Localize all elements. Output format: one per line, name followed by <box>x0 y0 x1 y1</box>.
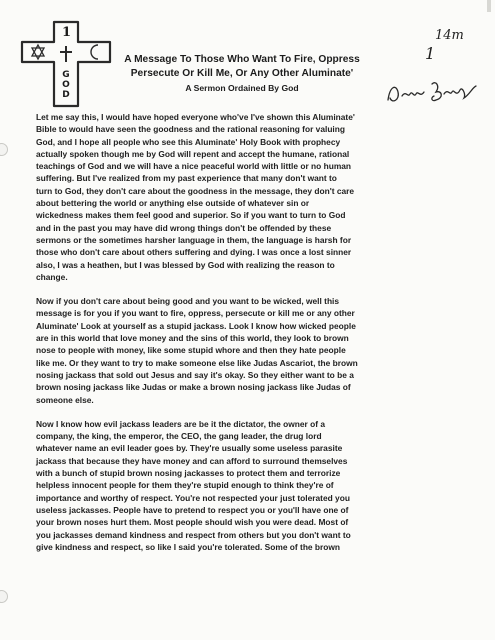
page-edge-mark <box>487 0 491 12</box>
punch-hole <box>0 143 8 156</box>
text-line: message is for you if you want to fire, oppress, persecute or kill me or any other <box>36 308 355 319</box>
text-line: someone else. <box>36 394 94 405</box>
logo-vertical-text: GOD <box>62 70 70 100</box>
religious-cross-logo <box>20 20 112 108</box>
signature-icon <box>384 76 480 110</box>
text-line: company, the king, the emperor, the CEO, the gang leader, the drug lord <box>36 431 322 442</box>
text-line: nosing jackass that sold out Jesus and say it's okay. So they either want to be a <box>36 369 354 380</box>
text-line: also, I was a heathen, but I was blessed by God with realizing the reason to <box>36 259 335 270</box>
sermon-body <box>36 111 471 565</box>
text-line: God, and I hope all people who see this Aluminate' Holy Book with prophecy <box>36 136 341 147</box>
text-line: are in this world that love money and the sins of this world, they look to brown <box>36 333 349 344</box>
sermon-paragraph <box>36 111 471 283</box>
text-line: helpless innocent people for them they're stupid enough to think they're of <box>36 480 334 491</box>
text-line: suffering. But I've realized from my past experience that many don't want to <box>36 173 337 184</box>
text-line: with a bunch of stupid brown nosing jackasses to protect them and terrorize <box>36 468 341 479</box>
text-line: Now I know how evil jackass leaders are be it the dictator, the owner of a <box>36 418 326 429</box>
crescent-icon <box>91 45 98 59</box>
text-line: actually spoken though me by God will repent and accept the humane, rational <box>36 148 350 159</box>
text-line: about bettering the world or anything else outside of whatever sin or <box>36 198 310 209</box>
text-line: wickedness makes them feel good and superior. So if you want to turn to God <box>36 210 346 221</box>
text-line: change. <box>36 271 68 282</box>
sermon-paragraph <box>36 418 471 553</box>
text-line: Aluminate' Look at yourself as a stupid jackass. Look I know how wicked people <box>36 320 356 331</box>
text-line: you jackasses demand kindness and respect from others but you don't want to <box>36 529 351 540</box>
text-line: Now if you don't care about being good and you want to be wicked, well this <box>36 296 340 307</box>
document-header <box>112 53 372 94</box>
document-subtitle: A Sermon Ordained By God <box>185 83 299 93</box>
text-line: those who don't care about others suffering and dying. I was once a lost sinner <box>36 247 352 258</box>
text-line: Bible to would have seen the goodness and the rational reasoning for valuing <box>36 124 345 135</box>
sermon-paragraph <box>36 295 471 406</box>
title-line-2: Persecute Or Kill Me, Or Any Other Aluminate' <box>130 68 354 79</box>
text-line: give kindness and respect, so like I said you're tolerated. Some of the brown <box>36 541 341 552</box>
logo-top-text: 1 <box>62 25 72 40</box>
text-line: Let me say this, I would have hoped everyone who've I've shown this Aluminate' <box>36 112 355 122</box>
text-line: your brown noses hurt them. Most people should wish you were dead. Most of <box>36 517 349 528</box>
text-line: importance and worthy of respect. You're not respected your just tolerated you <box>36 492 350 503</box>
punch-hole <box>0 590 8 603</box>
star-of-david-icon <box>32 45 44 59</box>
text-line: jackass that because they have money and can afford to surround themselves <box>36 455 348 466</box>
text-line: turn to God, they don't care about the goodness in the message, they don't care <box>36 185 355 196</box>
text-line: brown nosing jackass like Judas or make a brown nosing jackass like Judas of <box>36 382 351 393</box>
text-line: sermons or the sometimes harsher language in them, the language is harsh for <box>36 234 352 245</box>
text-line: and in the past you may have did wrong things don't be offended by these <box>36 222 332 233</box>
text-line: nose to people with money, like some stupid whore and then they hate people <box>36 345 346 356</box>
handwritten-page-code: 14m <box>435 28 464 43</box>
text-line: teachings of God and we will have a nice peaceful world with little or no human <box>36 161 352 172</box>
text-line: useless jackasses. People have to pretend to respect you or you'll have one of <box>36 504 349 515</box>
text-line: like me. Or they want to try to make someone else like Judas Ascariot, the brown <box>36 357 358 368</box>
title-line-1: A Message To Those Who Want To Fire, Oppress <box>124 54 360 65</box>
handwritten-page-number: 1 <box>425 44 436 63</box>
text-line: whatever name an evil leader goes by. They're usually some useless parasite <box>36 443 343 454</box>
